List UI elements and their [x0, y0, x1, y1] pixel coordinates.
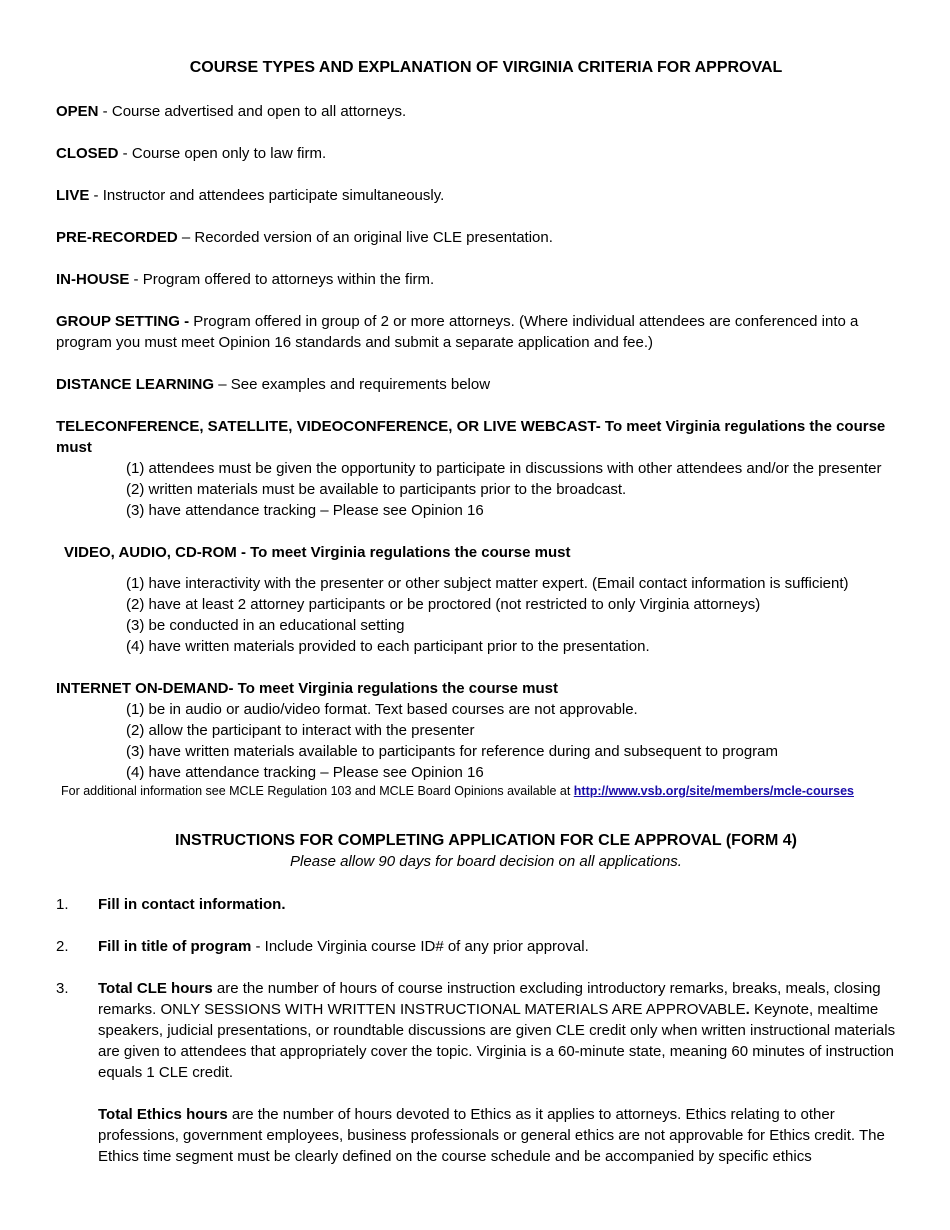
term: DISTANCE LEARNING: [56, 376, 215, 393]
internet-list: [126, 699, 916, 783]
instruction-step-1: [56, 894, 916, 915]
list-item: (4) have written materials provided to each participant prior to the presentation.: [126, 638, 650, 655]
definition-text: Program offered in group of 2 or more attorneys. (Where individual attendees are conferenced into a program you must meet Opinion 16 standards and submit a separate application and fee.): [56, 313, 859, 351]
page-title: COURSE TYPES AND EXPLANATION OF VIRGINIA CRITERIA FOR APPROVAL: [189, 59, 783, 76]
definition-text: Instructor and attendees participate simultaneously.: [102, 187, 445, 204]
term: LIVE: [56, 187, 90, 204]
definition-distance-learning: DISTANCE LEARNING – See examples and requirements below: [56, 376, 491, 393]
definition-live: LIVE - Instructor and attendees participate simultaneously.: [56, 187, 445, 204]
list-item: (4) have attendance tracking – Please see Opinion 16: [126, 764, 484, 781]
teleconference-list: [126, 458, 916, 521]
list-item: (1) be in audio or audio/video format. Text based courses are not approvable.: [126, 701, 638, 718]
list-item: (3) have attendance tracking – Please see Opinion 16: [126, 502, 484, 519]
definition-in-house: IN-HOUSE - Program offered to attorneys within the firm.: [56, 271, 435, 288]
video-list: [126, 573, 916, 657]
definition-text: Program offered to attorneys within the firm.: [142, 271, 435, 288]
instruction-step-2: [56, 936, 916, 957]
definition-text: See examples and requirements below: [230, 376, 491, 393]
list-item: (1) attendees must be given the opportunity to participate in discussions with other attendees and/or the presenter: [126, 460, 882, 477]
step-text: - Include Virginia course ID# of any prior approval.: [251, 938, 589, 955]
instructions-heading: INSTRUCTIONS FOR COMPLETING APPLICATION FOR CLE APPROVAL (FORM 4): [175, 832, 797, 849]
list-item: (3) be conducted in an educational setting: [126, 617, 405, 634]
video-heading: VIDEO, AUDIO, CD-ROM - To meet Virginia regulations the course must: [64, 544, 571, 561]
mcle-courses-link[interactable]: http://www.vsb.org/site/members/mcle-courses: [573, 784, 854, 798]
definition-pre-recorded: PRE-RECORDED – Recorded version of an original live CLE presentation.: [56, 229, 553, 246]
step-number: 1.: [56, 896, 69, 913]
step-title: Fill in contact information.: [98, 896, 286, 913]
definition-text: Course open only to law firm.: [131, 145, 327, 162]
definition-closed: CLOSED - Course open only to law firm.: [56, 145, 327, 162]
footnote: For additional information see MCLE Regulation 103 and MCLE Board Opinions available at http://www.vsb.org/site/members/mcle-courses: [61, 784, 854, 798]
term: PRE-RECORDED: [56, 229, 178, 246]
instruction-step-3: [56, 978, 916, 1167]
internet-heading: INTERNET ON-DEMAND- To meet Virginia regulations the course must: [56, 680, 559, 697]
total-cle-hours-paragraph: Total CLE hours are the number of hours of course instruction excluding introductory remarks, breaks, meals, closing remarks. ONLY SESSIONS WITH WRITTEN INSTRUCTIONAL MATERIALS ARE APPROVABLE. Keynote, mealtime speakers, judicial presentations, or roundtable discussions are given CLE credit only when written instructional materials are given to attendees that appropriately cover the topic. Virginia is a 60-minute state, meaning 60 minutes of instruction equals 1 CLE credit.: [98, 980, 896, 1081]
list-item: (3) have written materials available to participants for reference during and subsequent to program: [126, 743, 779, 760]
step-number: 2.: [56, 938, 69, 955]
teleconference-heading: TELECONFERENCE, SATELLITE, VIDEOCONFERENCE, OR LIVE WEBCAST- To meet Virginia regulations the course must: [56, 418, 886, 456]
total-ethics-hours-paragraph: Total Ethics hours are the number of hours devoted to Ethics as it applies to attorneys. Ethics relating to other professions, government employees, business professionals or general ethics are not approvable for Ethics credit. The Ethics time segment must be clearly defined on the course schedule and be accompanied by specific ethics: [98, 1106, 885, 1165]
term: GROUP SETTING -: [56, 313, 190, 330]
term: IN-HOUSE: [56, 271, 130, 288]
term: CLOSED: [56, 145, 119, 162]
definition-text: Recorded version of an original live CLE presentation.: [194, 229, 553, 246]
list-item: (2) have at least 2 attorney participants or be proctored (not restricted to only Virginia attorneys): [126, 596, 761, 613]
document-page: [56, 57, 916, 1188]
definition-group-setting: [56, 311, 916, 353]
definition-text: Course advertised and open to all attorneys.: [111, 103, 407, 120]
term: OPEN: [56, 103, 99, 120]
step-number: 3.: [56, 980, 69, 997]
definition-open: OPEN - Course advertised and open to all attorneys.: [56, 103, 407, 120]
list-item: (1) have interactivity with the presenter or other subject matter expert. (Email contact information is sufficient): [126, 575, 849, 592]
instructions-subtitle: Please allow 90 days for board decision on all applications.: [290, 853, 682, 870]
list-item: (2) allow the participant to interact with the presenter: [126, 722, 475, 739]
step-title: Fill in title of program: [98, 938, 252, 955]
list-item: (2) written materials must be available to participants prior to the broadcast.: [126, 481, 627, 498]
